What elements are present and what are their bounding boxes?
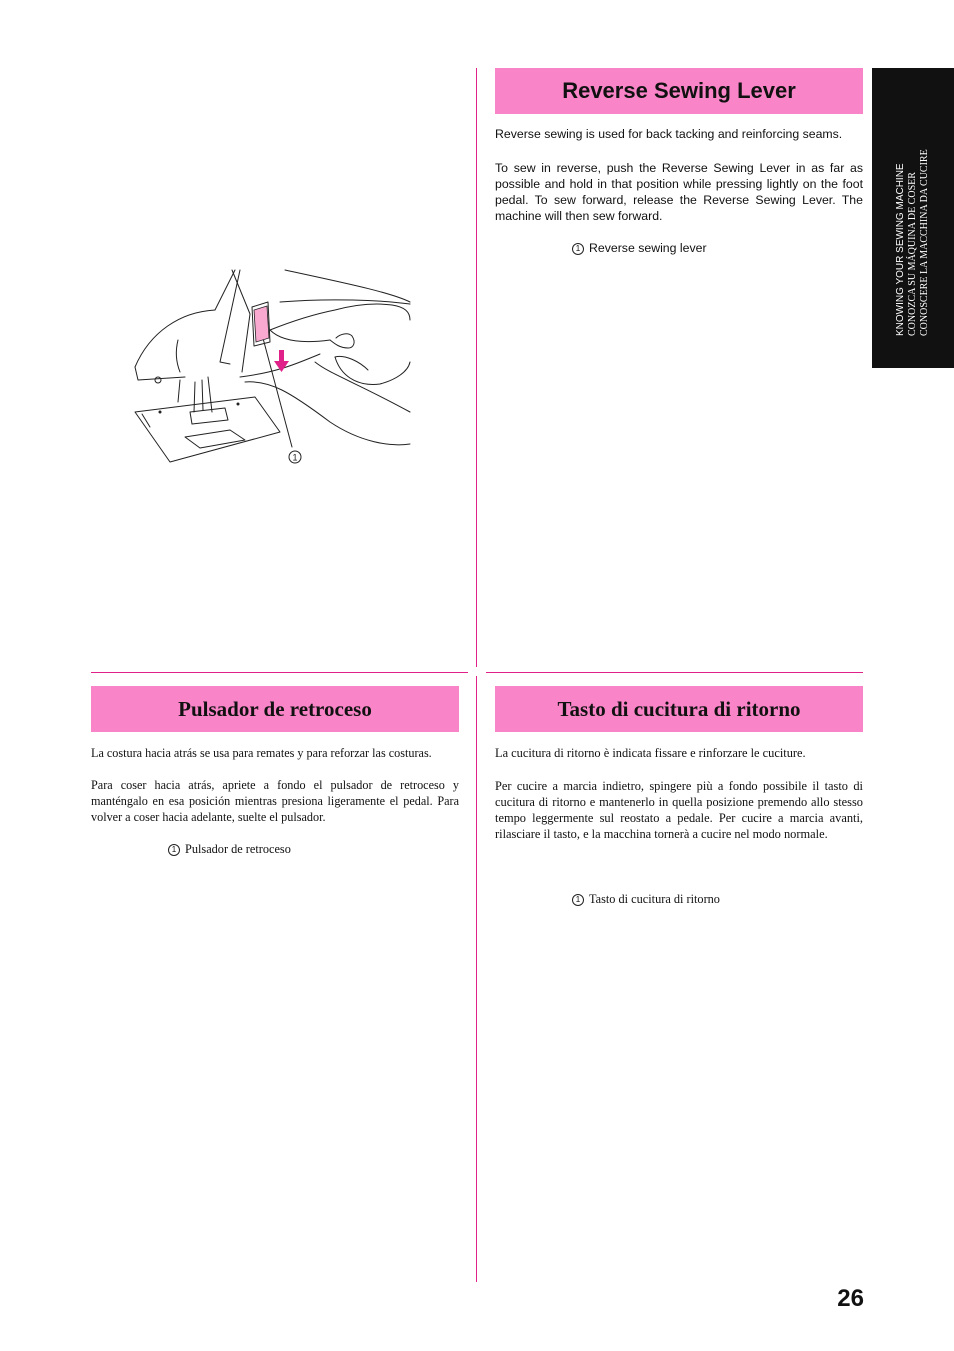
- right-section-rule: [486, 672, 863, 673]
- italian-title-banner: [495, 686, 863, 732]
- tab-line-italian: CONOSCERE LA MACCHINA DA CUCIRE: [919, 149, 930, 336]
- page-number: 26: [837, 1285, 864, 1312]
- italian-callout: [572, 891, 720, 907]
- callout-number-badge: 1: [168, 844, 180, 856]
- reverse-lever-illustration: [130, 262, 415, 472]
- english-title: Reverse Sewing Lever: [562, 78, 796, 103]
- tab-line-english: KNOWING YOUR SEWING MACHINE: [895, 163, 906, 336]
- callout-number-badge: 1: [572, 894, 584, 906]
- spanish-body: Para coser hacia atrás, apriete a fondo el pulsador de retroceso y manténgalo en esa posición mientras presiona ligeramente el pedal. Para volver a coser hacia adelante, suelte el pulsador.: [91, 778, 459, 824]
- center-divider-bottom: [476, 676, 477, 1282]
- english-title-banner: [495, 68, 863, 114]
- english-body: To sew in reverse, push the Reverse Sewing Lever in as far as possible and hold in that position while pressing lightly on the foot pedal. To sew forward, release the Reverse Sewing Lever. The machine will then sew forward.: [495, 161, 863, 223]
- spanish-intro: La costura hacia atrás se usa para remates y para reforzar las costuras.: [91, 746, 432, 760]
- chapter-side-tab-text: [872, 68, 954, 368]
- italian-callout-label: Tasto di cucitura di ritorno: [589, 892, 720, 906]
- spanish-callout-label: Pulsador de retroceso: [185, 842, 291, 856]
- english-callout-label: Reverse sewing lever: [589, 241, 707, 255]
- tab-line-spanish: CONOZCA SU MÁQUINA DE COSER: [907, 172, 918, 336]
- italian-body: Per cucire a marcia indietro, spingere più a fondo possibile il tasto di cucitura di ritorno e mantenerlo in quella posizione premendo allo stesso tempo leggermente sul reostato a pedale. Per cucire a marcia avanti, rilasciare il tasto, e la macchina tornerà a cucire nel modo normale.: [495, 779, 863, 841]
- center-divider-top: [476, 68, 477, 667]
- english-callout: [572, 240, 707, 256]
- spanish-title-banner: [91, 686, 459, 732]
- illustration-callout-number: 1: [292, 452, 298, 463]
- italian-title: Tasto di cucitura di ritorno: [557, 696, 801, 721]
- spanish-title: Pulsador de retroceso: [178, 696, 372, 721]
- italian-intro: La cucitura di ritorno è indicata fissare e rinforzare le cuciture.: [495, 746, 806, 760]
- left-section-rule: [91, 672, 468, 673]
- english-intro: Reverse sewing is used for back tacking and reinforcing seams.: [495, 127, 843, 141]
- chapter-side-tab: [872, 68, 954, 368]
- spanish-callout: [168, 841, 291, 857]
- callout-number-badge: 1: [572, 243, 584, 255]
